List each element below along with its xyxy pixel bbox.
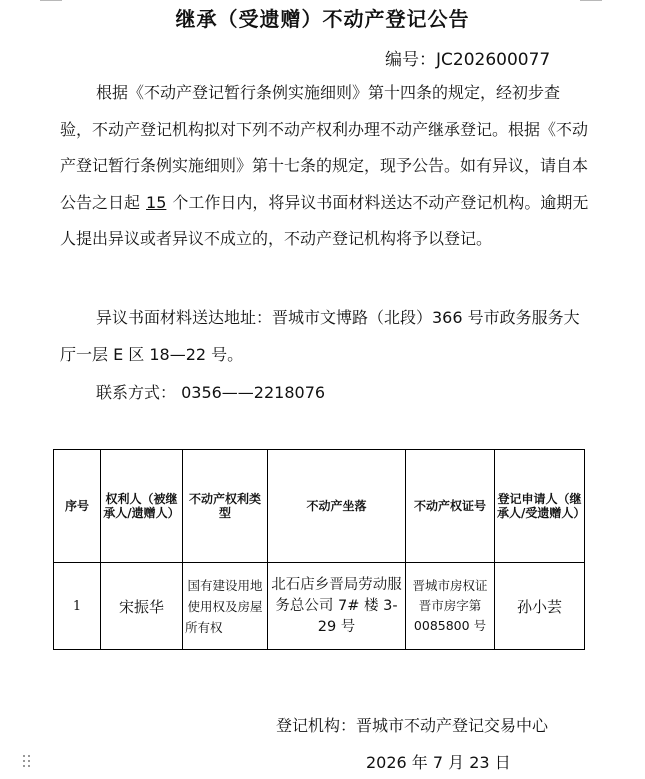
header-location: 不动产坐落	[268, 450, 406, 563]
cell-owner: 宋振华	[101, 563, 183, 650]
header-applicant: 登记申请人（继承人/受遗赠人）	[495, 450, 585, 563]
header-right-type: 不动产权利类型	[183, 450, 268, 563]
crop-mark-right	[580, 0, 602, 1]
cell-applicant: 孙小芸	[495, 563, 585, 650]
header-index: 序号	[54, 450, 101, 563]
notice-date: 2026 年 7 月 23 日	[366, 753, 511, 772]
property-table	[53, 449, 585, 650]
cell-location: 北石店乡晋局劳动服务总公司 7# 楼 3-29 号	[268, 563, 406, 650]
cell-cert-no: 晋城市房权证晋市房字第 0085800 号	[406, 563, 495, 650]
crop-mark-left	[40, 0, 62, 1]
header-owner: 权利人（被继承人/遗赠人）	[101, 450, 183, 563]
objection-days: 15	[146, 192, 167, 212]
cell-index: 1	[54, 563, 101, 650]
page-title: 继承（受遗赠）不动产登记公告	[175, 7, 470, 31]
notice-text-b: 个工作日内，将异议书面材料送达不动产登记机构。逾期无人提出异议或者异议不成立的，不动产登记机构将予以登记。	[60, 192, 589, 248]
table-row	[54, 563, 585, 650]
table-header-row	[54, 450, 585, 563]
header-cert-no: 不动产权证号	[406, 450, 495, 563]
notice-text-a: 根据《不动产登记暂行条例实施细则》第十四条的规定，经初步查验，不动产登记机构拟对下列不动产权利办理不动产继承登记。根据《不动产登记暂行条例实施细则》第十七条的规定，现予公告。如有异议，请自本公告之日起	[60, 83, 589, 212]
objection-address: 异议书面材料送达地址：晋城市文博路（北段）366 号市政务服务大厅一层 E 区 18—22 号。	[60, 308, 580, 364]
drag-handle-icon[interactable]	[22, 754, 32, 770]
registration-org: 登记机构：晋城市不动产登记交易中心	[276, 716, 549, 735]
cell-right-type: 国有建设用地使用权及房屋所有权	[183, 563, 268, 650]
contact-info: 联系方式： 0356——2218076	[96, 383, 326, 402]
document-number: 编号：JC202600077	[385, 50, 551, 70]
notice-paragraph	[60, 75, 590, 258]
